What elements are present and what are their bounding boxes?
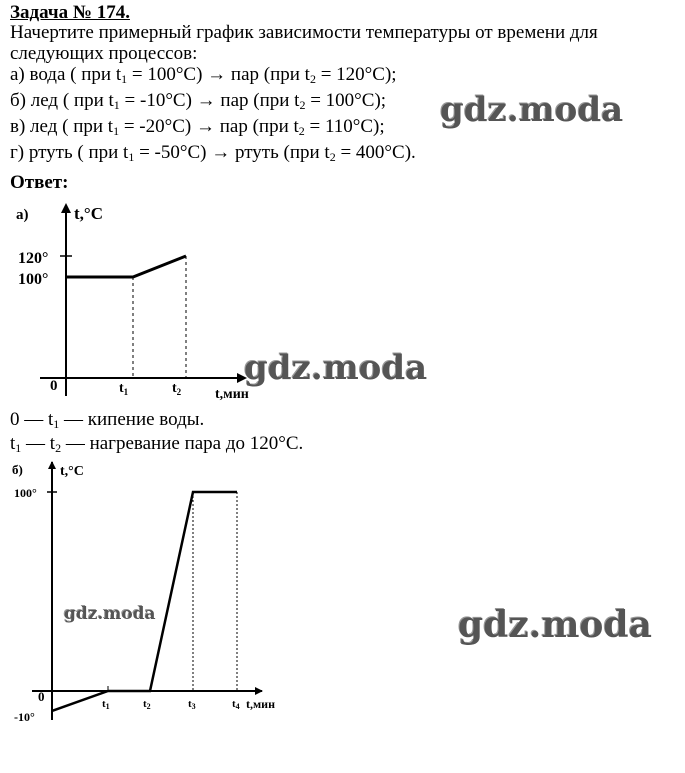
problem-item-b: б) лед ( при $t_1 = -10^\circ C$) → пар (при $t_2 = 100^\circ C$); — [10, 90, 387, 112]
graph-a-ytick-100: 100° — [18, 271, 49, 288]
problem-item-d: г) ртуть ( при $t_1 = -50^\circ C$) → ртуть (при $t_2 = 400^\circ C$). — [10, 142, 416, 164]
graph-b-ytick-minus10: -10° — [14, 710, 35, 724]
graph-b-xtick-t2: t2 — [143, 698, 151, 711]
watermark: gdz.moda — [244, 348, 428, 388]
problem-intro-2: следующих процессов: — [10, 43, 198, 64]
graph-a-xtick-t1: $t_1$ — [119, 381, 129, 397]
problem-intro-1: Начертите примерный график зависимости температуры от времени для — [10, 22, 598, 43]
watermark: gdz.moda — [440, 90, 624, 130]
graph-b-ytick-100: 100° — [14, 486, 37, 500]
graph-b-series-line — [52, 492, 237, 711]
graph-b-origin: 0 — [38, 689, 45, 704]
graph-a-panel-label: а) — [16, 207, 29, 223]
graph-b-xtick-t4: t4 — [232, 698, 240, 711]
graph-b-xtick-t1: t1 — [102, 698, 110, 711]
graph-a-origin: 0 — [50, 378, 58, 394]
graph-a-x-label: t,мин — [215, 387, 249, 402]
explanation-line-1: 0 — $t_1$ — кипение воды. — [10, 409, 205, 431]
graph-b-xtick-t3: t3 — [188, 698, 196, 711]
problem-item-c: в) лед ( при $t_1 = -20^\circ C$) → пар (при $t_2 = 110^\circ C$); — [10, 116, 385, 138]
graph-a-y-label: t,°C — [74, 204, 103, 223]
graph-b-panel-label: б) — [12, 462, 23, 477]
explanation-line-2: $t_1$ — $t_2$ — нагревание пара до 120°C. — [10, 433, 304, 455]
problem-title: Задача № 174. — [10, 2, 130, 23]
watermark: gdz.moda — [64, 604, 156, 624]
graph-b-y-label: t,°C — [60, 464, 84, 479]
graph-a-ytick-120: 120° — [18, 250, 49, 267]
problem-item-a: а) вода ( при $t_1 = 100^\circ C$) → пар (при $t_2 = 120^\circ C$); — [10, 64, 397, 86]
graph-a-xtick-t2: $t_2$ — [172, 381, 182, 397]
watermark: gdz.moda — [458, 604, 652, 646]
graph-b-x-label: t,мин — [246, 697, 275, 711]
answer-label: Ответ: — [10, 172, 69, 193]
